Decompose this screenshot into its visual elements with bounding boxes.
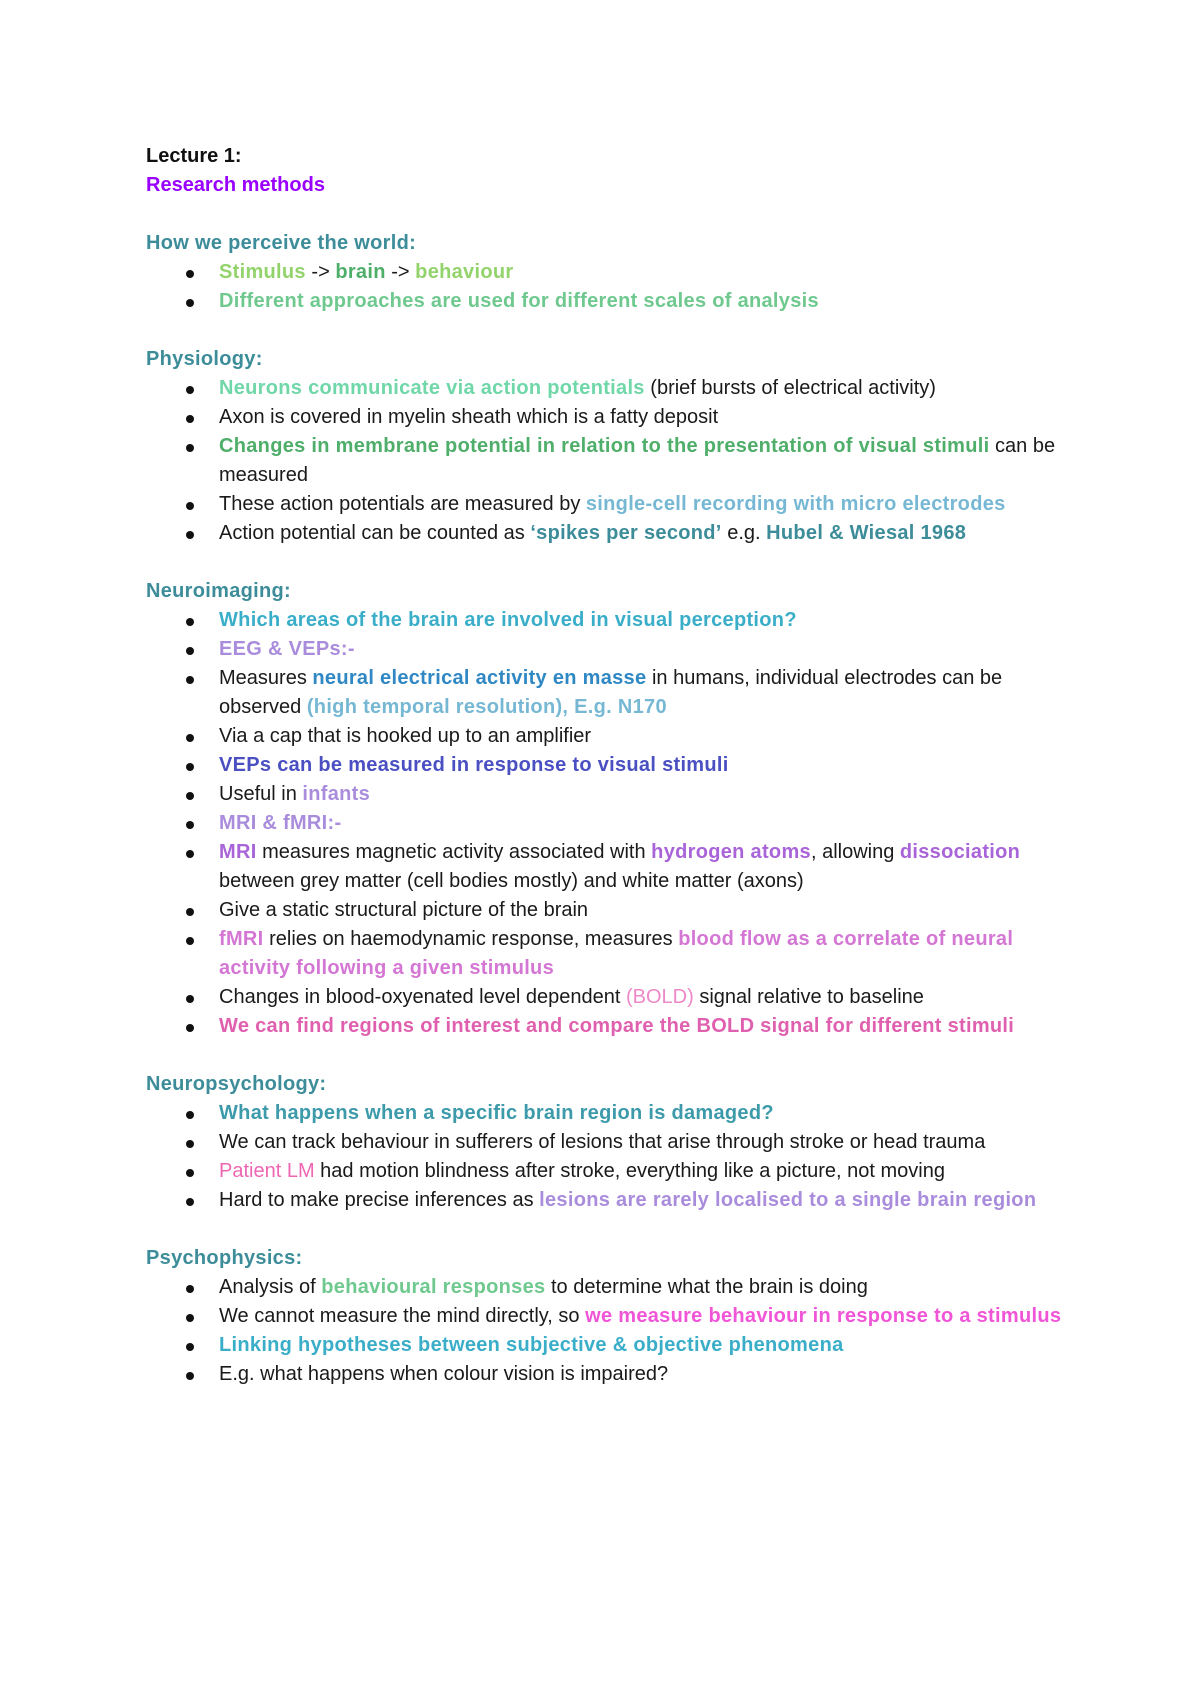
list-item (146, 635, 1066, 664)
list-item (146, 1099, 1066, 1128)
section-spacer (146, 200, 1066, 229)
bullet-icon (186, 618, 194, 626)
bullet-icon (186, 1140, 194, 1148)
list-item (146, 664, 1066, 722)
text-run: MRI & fMRI:- (219, 812, 342, 834)
text-run: Axon is covered in myelin sheath which is a fatty deposit (219, 406, 719, 428)
text-run: (BOLD) (625, 986, 694, 1008)
text-run: Changes in blood-oxyenated level dependent (219, 986, 626, 1008)
text-run: We cannot measure the mind directly, so (219, 1305, 586, 1327)
text-run: Measures (219, 667, 313, 689)
document-title: Lecture 1: (146, 145, 242, 167)
bullet-icon (186, 444, 194, 452)
text-run: E.g. what happens when colour vision is impaired? (219, 1363, 669, 1385)
text-run: MRI (219, 841, 257, 863)
section-spacer (146, 316, 1066, 345)
list-item (146, 403, 1066, 432)
text-run: dissociation (899, 841, 1021, 863)
list-item (146, 722, 1066, 751)
bullet-list (146, 1099, 1066, 1215)
text-run: , allowing (810, 841, 900, 863)
bullet-icon (186, 1314, 194, 1322)
text-run: e.g. (721, 522, 767, 544)
text-run: ‘spikes per second’ (530, 522, 722, 544)
text-run: measures magnetic activity associated with (256, 841, 652, 863)
list-item (146, 1331, 1066, 1360)
text-run: behaviour (415, 261, 514, 283)
text-run: in humans, individual electrodes can be observed (219, 667, 1003, 718)
text-run: Patient LM (219, 1160, 315, 1182)
text-run: Via a cap that is hooked up to an amplifier (219, 725, 592, 747)
bullet-list (146, 606, 1066, 1041)
list-item (146, 1186, 1066, 1215)
text-run: brain (335, 261, 386, 283)
text-run: fMRI (219, 928, 264, 950)
text-run: behavioural responses (321, 1276, 546, 1298)
text-run: Linking hypotheses between subjective & objective phenomena (219, 1334, 844, 1356)
bullet-list (146, 1273, 1066, 1389)
bullet-icon (186, 821, 194, 829)
text-run: Different approaches are used for different scales of analysis (219, 290, 819, 312)
list-item (146, 780, 1066, 809)
bullet-icon (186, 763, 194, 771)
text-run: Neurons communicate via action potentials (219, 377, 645, 399)
section-spacer (146, 1041, 1066, 1070)
text-run: -> (305, 261, 336, 283)
bullet-icon (186, 1024, 194, 1032)
text-run: Changes in membrane potential in relation to the presentation of visual stimuli (219, 435, 990, 457)
text-run: Hard to make precise inferences as (219, 1189, 540, 1211)
list-item (146, 983, 1066, 1012)
text-run: EEG & VEPs:- (219, 638, 355, 660)
list-item (146, 1157, 1066, 1186)
bullet-icon (186, 502, 194, 510)
list-item (146, 258, 1066, 287)
section-heading: Physiology: (146, 348, 263, 370)
section-heading: Neuroimaging: (146, 580, 292, 602)
section-spacer (146, 548, 1066, 577)
list-item (146, 838, 1066, 896)
list-item (146, 751, 1066, 780)
bullet-icon (186, 531, 194, 539)
bullet-icon (186, 1372, 194, 1380)
text-run: Analysis of (219, 1276, 322, 1298)
list-item (146, 1360, 1066, 1389)
text-run: blood flow as a correlate of neural activity following a given stimulus (219, 928, 1014, 979)
text-run: to determine what the brain is doing (545, 1276, 868, 1298)
text-run: We can track behaviour in sufferers of lesions that arise through stroke or head trauma (219, 1131, 986, 1153)
text-run: hydrogen atoms (651, 841, 811, 863)
bullet-icon (186, 850, 194, 858)
bullet-icon (186, 299, 194, 307)
text-run: VEPs can be measured in response to visual stimuli (219, 754, 729, 776)
list-item (146, 1012, 1066, 1041)
text-run: neural electrical activity en masse (312, 667, 647, 689)
bullet-icon (186, 1343, 194, 1351)
list-item (146, 1128, 1066, 1157)
list-item (146, 606, 1066, 635)
list-item (146, 490, 1066, 519)
text-run: -> (385, 261, 416, 283)
list-item (146, 1302, 1066, 1331)
bullet-icon (186, 1285, 194, 1293)
list-item (146, 374, 1066, 403)
sections-container (146, 200, 1066, 1389)
text-run: signal relative to baseline (693, 986, 924, 1008)
list-item (146, 519, 1066, 548)
section-spacer (146, 1215, 1066, 1244)
text-run: had motion blindness after stroke, everything like a picture, not moving (314, 1160, 945, 1182)
bullet-icon (186, 1169, 194, 1177)
text-run: Which areas of the brain are involved in visual perception? (219, 609, 797, 631)
text-run: we measure behaviour in response to a stimulus (585, 1305, 1062, 1327)
text-run: can be measured (219, 435, 1056, 486)
document-page (146, 142, 1066, 1389)
document-subtitle: Research methods (146, 174, 325, 196)
bullet-icon (186, 415, 194, 423)
text-run: We can find regions of interest and compare the BOLD signal for different stimuli (219, 1015, 1015, 1037)
text-run: Give a static structural picture of the brain (219, 899, 589, 921)
list-item (146, 925, 1066, 983)
text-run: (high temporal resolution), E.g. N170 (306, 696, 667, 718)
text-run: (brief bursts of electrical activity) (644, 377, 936, 399)
list-item (146, 1273, 1066, 1302)
text-run: These action potentials are measured by (219, 493, 586, 515)
bullet-icon (186, 995, 194, 1003)
text-run: between grey matter (cell bodies mostly) and white matter (axons) (219, 870, 804, 892)
list-item (146, 432, 1066, 490)
bullet-icon (186, 647, 194, 655)
list-item (146, 287, 1066, 316)
bullet-icon (186, 386, 194, 394)
bullet-icon (186, 1198, 194, 1206)
text-run: What happens when a specific brain region is damaged? (219, 1102, 774, 1124)
text-run: lesions are rarely localised to a single brain region (539, 1189, 1037, 1211)
bullet-icon (186, 270, 194, 278)
text-run: relies on haemodynamic response, measures (263, 928, 679, 950)
text-run: Hubel & Wiesal 1968 (766, 522, 967, 544)
text-run: single-cell recording with micro electrodes (585, 493, 1006, 515)
section-heading: Neuropsychology: (146, 1073, 327, 1095)
bullet-icon (186, 1111, 194, 1119)
bullet-icon (186, 792, 194, 800)
text-run: Useful in (219, 783, 303, 805)
bullet-icon (186, 937, 194, 945)
text-run: infants (302, 783, 371, 805)
list-item (146, 809, 1066, 838)
list-item (146, 896, 1066, 925)
bullet-list (146, 374, 1066, 548)
bullet-icon (186, 676, 194, 684)
bullet-icon (186, 908, 194, 916)
text-run: Action potential can be counted as (219, 522, 531, 544)
text-run: Stimulus (219, 261, 306, 283)
bullet-icon (186, 734, 194, 742)
section-heading: Psychophysics: (146, 1247, 303, 1269)
section-heading: How we perceive the world: (146, 232, 417, 254)
bullet-list (146, 258, 1066, 316)
